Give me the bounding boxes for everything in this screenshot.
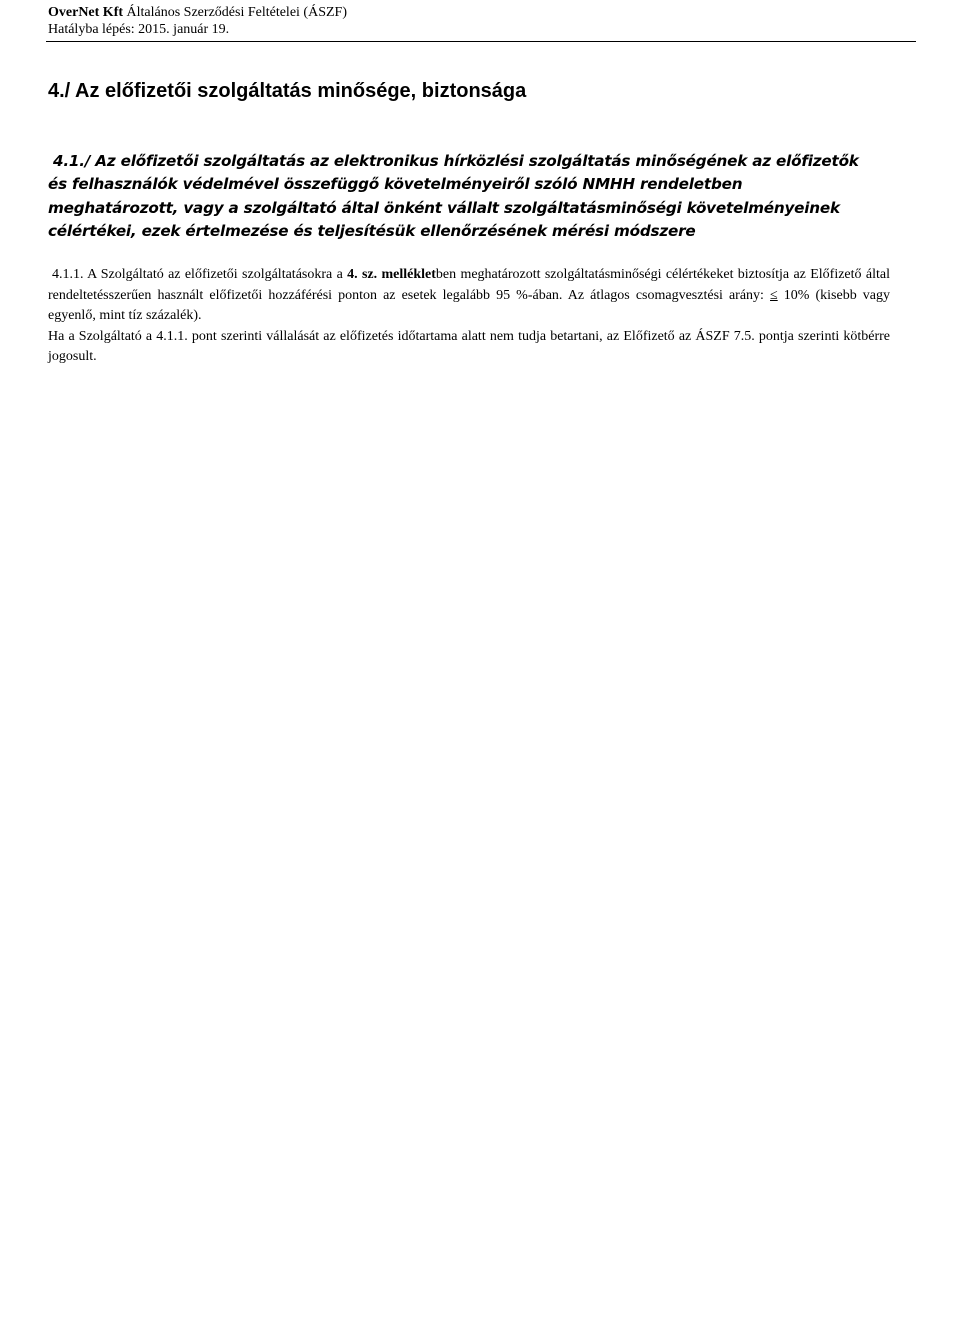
header-rule [46, 41, 916, 42]
section-4-1-heading: 4.1./ Az előfizetői szolgáltatás az elektronikus hírközlési szolgáltatás minőségének az előfizetők és felhasználók védelmével összefüggő követelményeiről szóló NMHH rendeletben meghatározott, vagy a szolgáltató által önként vállalt szolgáltatásminőségi követelményeinek célértékei, ezek értelmezése és teljesítésük ellenőrzésének mérési módszere [48, 152, 859, 240]
paragraph-4-1-1: 4.1.1. A Szolgáltató az előfizetői szolgáltatásokra a 4. sz. mellékletben meghatározott szolgáltatásminőségi célértékeket biztosítja az Előfizető által rendeltetésszerűen használt előfizetői hozzáférési ponton az esetek legalább 95 %-ában. Az átlagos csomagvesztési arány: ≤ 10% (kisebb vagy egyenlő, mint tíz százalék). Ha a Szolgáltató a 4.1.1. pont szerinti vállalását az előfizetés időtartama alatt nem tudja betartani, az Előfizető az ÁSZF 7.5. pontja szerinti kötbérre jogosult. [48, 267, 890, 365]
header-effective-date: Hatályba lépés: 2015. január 19. [48, 22, 230, 37]
page-header [48, 4, 347, 38]
header-company: OverNet Kft [48, 5, 124, 20]
header-doc-title: Általános Szerződési Feltételei (ÁSZF) [126, 5, 347, 20]
section-4-title: 4./ Az előfizetői szolgáltatás minősége, biztonsága [48, 80, 527, 102]
